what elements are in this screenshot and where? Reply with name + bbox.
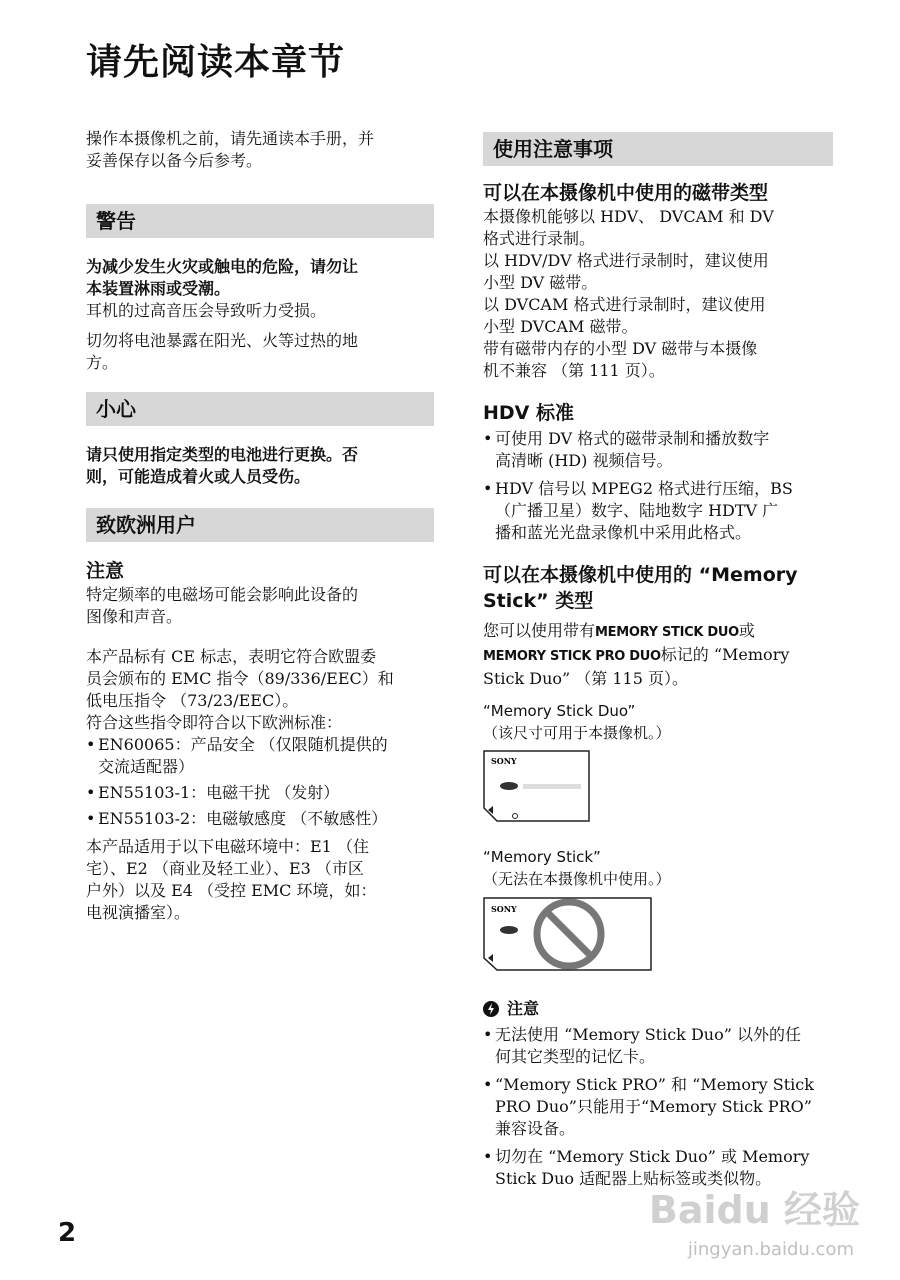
list-item: • EN55103-1：电磁干扰 （发射） (86, 782, 434, 804)
tape-text: 本摄像机能够以 HDV、 DVCAM 和 DV 格式进行录制。 以 HDV/DV 格式进行录制时，建议使用 小型 DV 磁带。 以 DVCAM 格式进行录制时，建议使用 小型 DVCAM 磁带。 带有磁带内存的小型 DV 磁带与本摄像 机不兼容 （第 111 页）。 (483, 207, 774, 380)
europe-text-2: 本产品标有 CE 标志，表明它符合欧盟委 员会颁布的 EMC 指令（89/336/EEC）和 低电压指令 （73/23/EEC）。 符合这些指令即符合以下欧洲标准： (86, 647, 394, 732)
warning-text-2: 切勿将电池暴露在阳光、火等过热的地 方。 (86, 331, 359, 372)
notes-list (483, 1024, 833, 1190)
list-item: • EN55103-2：电磁敏感度 （不敏感性） (86, 808, 434, 830)
europe-text-1: 特定频率的电磁场可能会影响此设备的 图像和声音。 (86, 585, 359, 626)
duo-label: “Memory Stick Duo” （该尺寸可用于本摄像机。） (483, 702, 671, 742)
memory-stick-duo-card-image (483, 750, 591, 822)
europe-standards-list (86, 734, 434, 830)
europe-subheading: 注意 (86, 560, 125, 582)
page-title: 请先阅读本章节 (86, 42, 346, 83)
list-item: • 可使用 DV 格式的磁带录制和播放数字 高清晰 (HD) 视频信号。 (483, 428, 833, 472)
card-brand: SONY (491, 904, 517, 914)
tape-subheading: 可以在本摄像机中使用的磁带类型 (483, 182, 769, 204)
memory-stick-logo-icon (500, 926, 518, 934)
list-item: • 无法使用 “Memory Stick Duo” 以外的任 何其它类型的记忆卡。 (483, 1024, 833, 1068)
list-item: • HDV 信号以 MPEG2 格式进行压缩，BS （广播卫星）数字、陆地数字 HDTV 广 播和蓝光光盘录像机中采用此格式。 (483, 478, 833, 544)
intro-text: 操作本摄像机之前，请先通读本手册，并 妥善保存以备今后参考。 (86, 129, 375, 170)
list-item: • “Memory Stick PRO” 和 “Memory Stick PRO Duo”只能用于“Memory Stick PRO” 兼容设备。 (483, 1074, 833, 1140)
memory-text: 您可以使用带有MEMORY STICK DUO或 MEMORY STICK PRO DUO标记的 “Memory Stick Duo” （第 115 页）。 (483, 621, 790, 688)
list-item: • EN60065：产品安全 （仅限随机提供的 交流适配器） (86, 734, 434, 778)
memory-stick-logo-icon (500, 782, 518, 790)
section-europe-heading: 致欧洲用户 (86, 508, 434, 542)
memory-stick-duo-logo: MEMORY STICK DUO (595, 625, 739, 640)
card-brand: SONY (491, 756, 517, 766)
memory-subheading: 可以在本摄像机中使用的 “Memory Stick” 类型 (483, 564, 798, 612)
watermark-url: jingyan.baidu.com (687, 1239, 854, 1260)
list-item: • 切勿在 “Memory Stick Duo” 或 Memory Stick Duo 适配器上贴标签或类似物。 (483, 1146, 833, 1190)
section-usage-heading: 使用注意事项 (483, 132, 833, 166)
hdv-subheading: HDV 标准 (483, 402, 574, 424)
caution-icon (483, 1001, 499, 1017)
warning-bold-text: 为减少发生火灾或触电的危险，请勿让 本装置淋雨或受潮。 (86, 257, 359, 298)
europe-text-3: 本产品适用于以下电磁环境中：E1 （住 宅）、E2 （商业及轻工业）、E3 （市区 户外）以及 E4 （受控 EMC 环境，如： 电视演播室）。 (86, 837, 377, 922)
hdv-list (483, 428, 833, 544)
stick-label: “Memory Stick” （无法在本摄像机中使用。） (483, 848, 671, 888)
memory-stick-card-image (483, 896, 653, 972)
left-column (86, 128, 434, 924)
section-warning-heading: 警告 (86, 204, 434, 238)
notes-heading: 注意 (483, 998, 833, 1020)
section-caution-heading: 小心 (86, 392, 434, 426)
watermark-logo: Baidu 经验 (648, 1188, 860, 1232)
right-column (483, 132, 833, 1190)
page-number: 2 (58, 1218, 77, 1248)
warning-text-1: 耳机的过高音压会导致听力受损。 (86, 301, 327, 320)
memory-stick-pro-duo-logo: MEMORY STICK PRO DUO (483, 649, 661, 664)
caution-bold-text: 请只使用指定类型的电池进行更换。否 则，可能造成着火或人员受伤。 (86, 445, 359, 486)
